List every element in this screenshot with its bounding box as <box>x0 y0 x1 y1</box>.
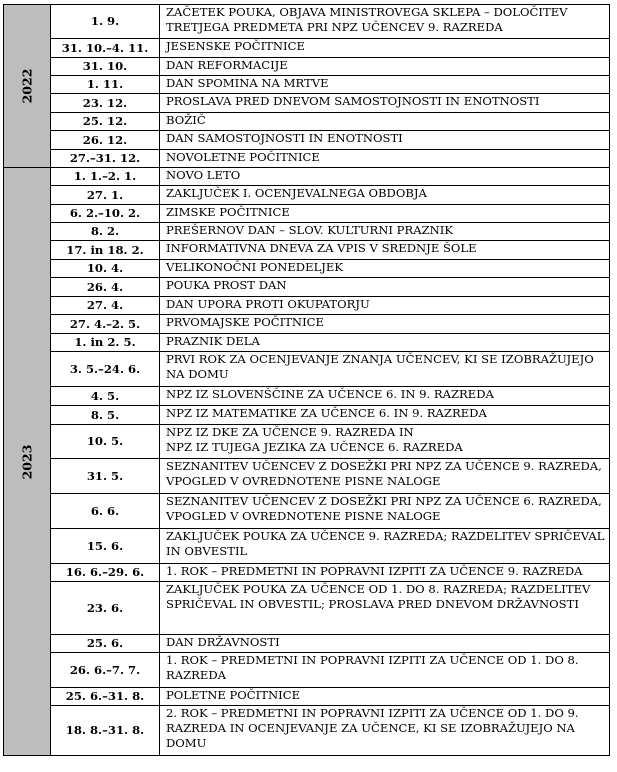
event-cell: PREŠERNOV DAN – SLOV. KULTURNI PRAZNIK <box>160 223 610 241</box>
event-cell: DAN DRŽAVNOSTI <box>160 635 610 653</box>
calendar-row <box>4 529 610 564</box>
year-cell <box>4 168 51 756</box>
calendar-row <box>4 150 610 168</box>
event-cell: 1. ROK – PREDMETNI IN POPRAVNI IZPITI ZA UČENCE OD 1. DO 8. RAZREDA <box>160 653 610 688</box>
date-cell: 26. 6.–7. 7. <box>51 653 160 688</box>
calendar-row <box>4 425 610 459</box>
calendar-row <box>4 706 610 756</box>
event-cell: NPZ IZ SLOVENŠČINE ZA UČENCE 6. IN 9. RAZREDA <box>160 387 610 406</box>
date-cell: 27. 4.–2. 5. <box>51 315 160 334</box>
date-cell: 1. in 2. 5. <box>51 334 160 352</box>
date-cell: 6. 2.–10. 2. <box>51 205 160 223</box>
event-cell: BOŽIČ <box>160 113 610 131</box>
date-cell: 25. 6. <box>51 635 160 653</box>
event-cell: ZAKLJUČEK POUKA ZA UČENCE 9. RAZREDA; RAZDELITEV SPRIČEVAL IN OBVESTIL <box>160 529 610 564</box>
calendar-row <box>4 241 610 260</box>
calendar-row <box>4 564 610 582</box>
event-cell: PRVOMAJSKE POČITNICE <box>160 315 610 334</box>
date-cell: 8. 2. <box>51 223 160 241</box>
event-cell: PRAZNIK DELA <box>160 334 610 352</box>
calendar-row <box>4 260 610 278</box>
calendar-row <box>4 168 610 186</box>
calendar-row <box>4 39 610 58</box>
date-cell: 1. 1.–2. 1. <box>51 168 160 186</box>
event-cell: DAN SAMOSTOJNOSTI IN ENOTNOSTI <box>160 131 610 150</box>
date-cell: 3. 5.–24. 6. <box>51 352 160 387</box>
date-cell: 25. 12. <box>51 113 160 131</box>
event-cell: NOVO LETO <box>160 168 610 186</box>
event-cell: POUKA PROST DAN <box>160 278 610 297</box>
date-cell: 23. 6. <box>51 582 160 635</box>
calendar-row <box>4 635 610 653</box>
event-cell: ZAKLJUČEK POUKA ZA UČENCE OD 1. DO 8. RAZREDA; RAZDELITEV SPRIČEVAL IN OBVESTIL; PROSLAVA PRED DNEVOM DRŽAVNOSTI <box>160 582 610 635</box>
year-label: 2022 <box>19 68 35 104</box>
calendar-row <box>4 223 610 241</box>
date-cell: 1. 11. <box>51 76 160 94</box>
date-cell: 31. 5. <box>51 459 160 494</box>
calendar-row <box>4 58 610 76</box>
calendar-row <box>4 352 610 387</box>
event-cell: ZAČETEK POUKA, OBJAVA MINISTROVEGA SKLEPA – DOLOČITEV TRETJEGA PREDMETA PRI NPZ UČENCEV 9. RAZREDA <box>160 5 610 39</box>
date-cell: 10. 4. <box>51 260 160 278</box>
calendar-row <box>4 582 610 635</box>
event-cell: NOVOLETNE POČITNICE <box>160 150 610 168</box>
date-cell: 6. 6. <box>51 494 160 529</box>
calendar-row <box>4 494 610 529</box>
event-cell: DAN UPORA PROTI OKUPATORJU <box>160 297 610 315</box>
school-calendar-table <box>3 4 610 756</box>
event-cell: DAN SPOMINA NA MRTVE <box>160 76 610 94</box>
calendar-row <box>4 297 610 315</box>
date-cell: 17. in 18. 2. <box>51 241 160 260</box>
calendar-row <box>4 113 610 131</box>
calendar-row <box>4 5 610 39</box>
event-cell: INFORMATIVNA DNEVA ZA VPIS V SREDNJE ŠOLE <box>160 241 610 260</box>
event-cell: JESENSKE POČITNICE <box>160 39 610 58</box>
event-cell: ZIMSKE POČITNICE <box>160 205 610 223</box>
event-cell: ZAKLJUČEK I. OCENJEVALNEGA OBDOBJA <box>160 186 610 205</box>
event-cell: 1. ROK – PREDMETNI IN POPRAVNI IZPITI ZA UČENCE 9. RAZREDA <box>160 564 610 582</box>
calendar-row <box>4 205 610 223</box>
date-cell: 4. 5. <box>51 387 160 406</box>
event-cell: SEZNANITEV UČENCEV Z DOSEŽKI PRI NPZ ZA UČENCE 6. RAZREDA, VPOGLED V OVREDNOTENE PISNE NALOGE <box>160 494 610 529</box>
date-cell: 1. 9. <box>51 5 160 39</box>
event-cell: POLETNE POČITNICE <box>160 688 610 706</box>
event-cell: PRVI ROK ZA OCENJEVANJE ZNANJA UČENCEV, KI SE IZOBRAŽUJEJO NA DOMU <box>160 352 610 387</box>
calendar-row <box>4 387 610 406</box>
event-cell: SEZNANITEV UČENCEV Z DOSEŽKI PRI NPZ ZA UČENCE 9. RAZREDA, VPOGLED V OVREDNOTENE PISNE NALOGE <box>160 459 610 494</box>
date-cell: 25. 6.–31. 8. <box>51 688 160 706</box>
year-label: 2023 <box>19 444 35 479</box>
date-cell: 23. 12. <box>51 94 160 113</box>
calendar-row <box>4 459 610 494</box>
date-cell: 26. 12. <box>51 131 160 150</box>
year-cell <box>4 5 51 168</box>
event-cell: VELIKONOČNI PONEDELJEK <box>160 260 610 278</box>
event-cell: NPZ IZ DKE ZA UČENCE 9. RAZREDA IN NPZ IZ TUJEGA JEZIKA ZA UČENCE 6. RAZREDA <box>160 425 610 459</box>
date-cell: 27.–31. 12. <box>51 150 160 168</box>
calendar-row <box>4 186 610 205</box>
event-cell: PROSLAVA PRED DNEVOM SAMOSTOJNOSTI IN ENOTNOSTI <box>160 94 610 113</box>
calendar-row <box>4 334 610 352</box>
date-cell: 27. 4. <box>51 297 160 315</box>
calendar-row <box>4 94 610 113</box>
date-cell: 8. 5. <box>51 406 160 425</box>
calendar-row <box>4 653 610 688</box>
calendar-row <box>4 278 610 297</box>
event-cell: DAN REFORMACIJE <box>160 58 610 76</box>
date-cell: 16. 6.–29. 6. <box>51 564 160 582</box>
date-cell: 10. 5. <box>51 425 160 459</box>
date-cell: 18. 8.–31. 8. <box>51 706 160 756</box>
event-cell: 2. ROK – PREDMETNI IN POPRAVNI IZPITI ZA UČENCE OD 1. DO 9. RAZREDA IN OCENJEVANJE ZA UČENCE, KI SE IZOBRAŽUJEJO NA DOMU <box>160 706 610 756</box>
date-cell: 31. 10.–4. 11. <box>51 39 160 58</box>
date-cell: 31. 10. <box>51 58 160 76</box>
calendar-row <box>4 315 610 334</box>
date-cell: 26. 4. <box>51 278 160 297</box>
calendar-row <box>4 131 610 150</box>
date-cell: 27. 1. <box>51 186 160 205</box>
date-cell: 15. 6. <box>51 529 160 564</box>
calendar-row <box>4 76 610 94</box>
calendar-row <box>4 688 610 706</box>
calendar-row <box>4 406 610 425</box>
event-cell: NPZ IZ MATEMATIKE ZA UČENCE 6. IN 9. RAZREDA <box>160 406 610 425</box>
